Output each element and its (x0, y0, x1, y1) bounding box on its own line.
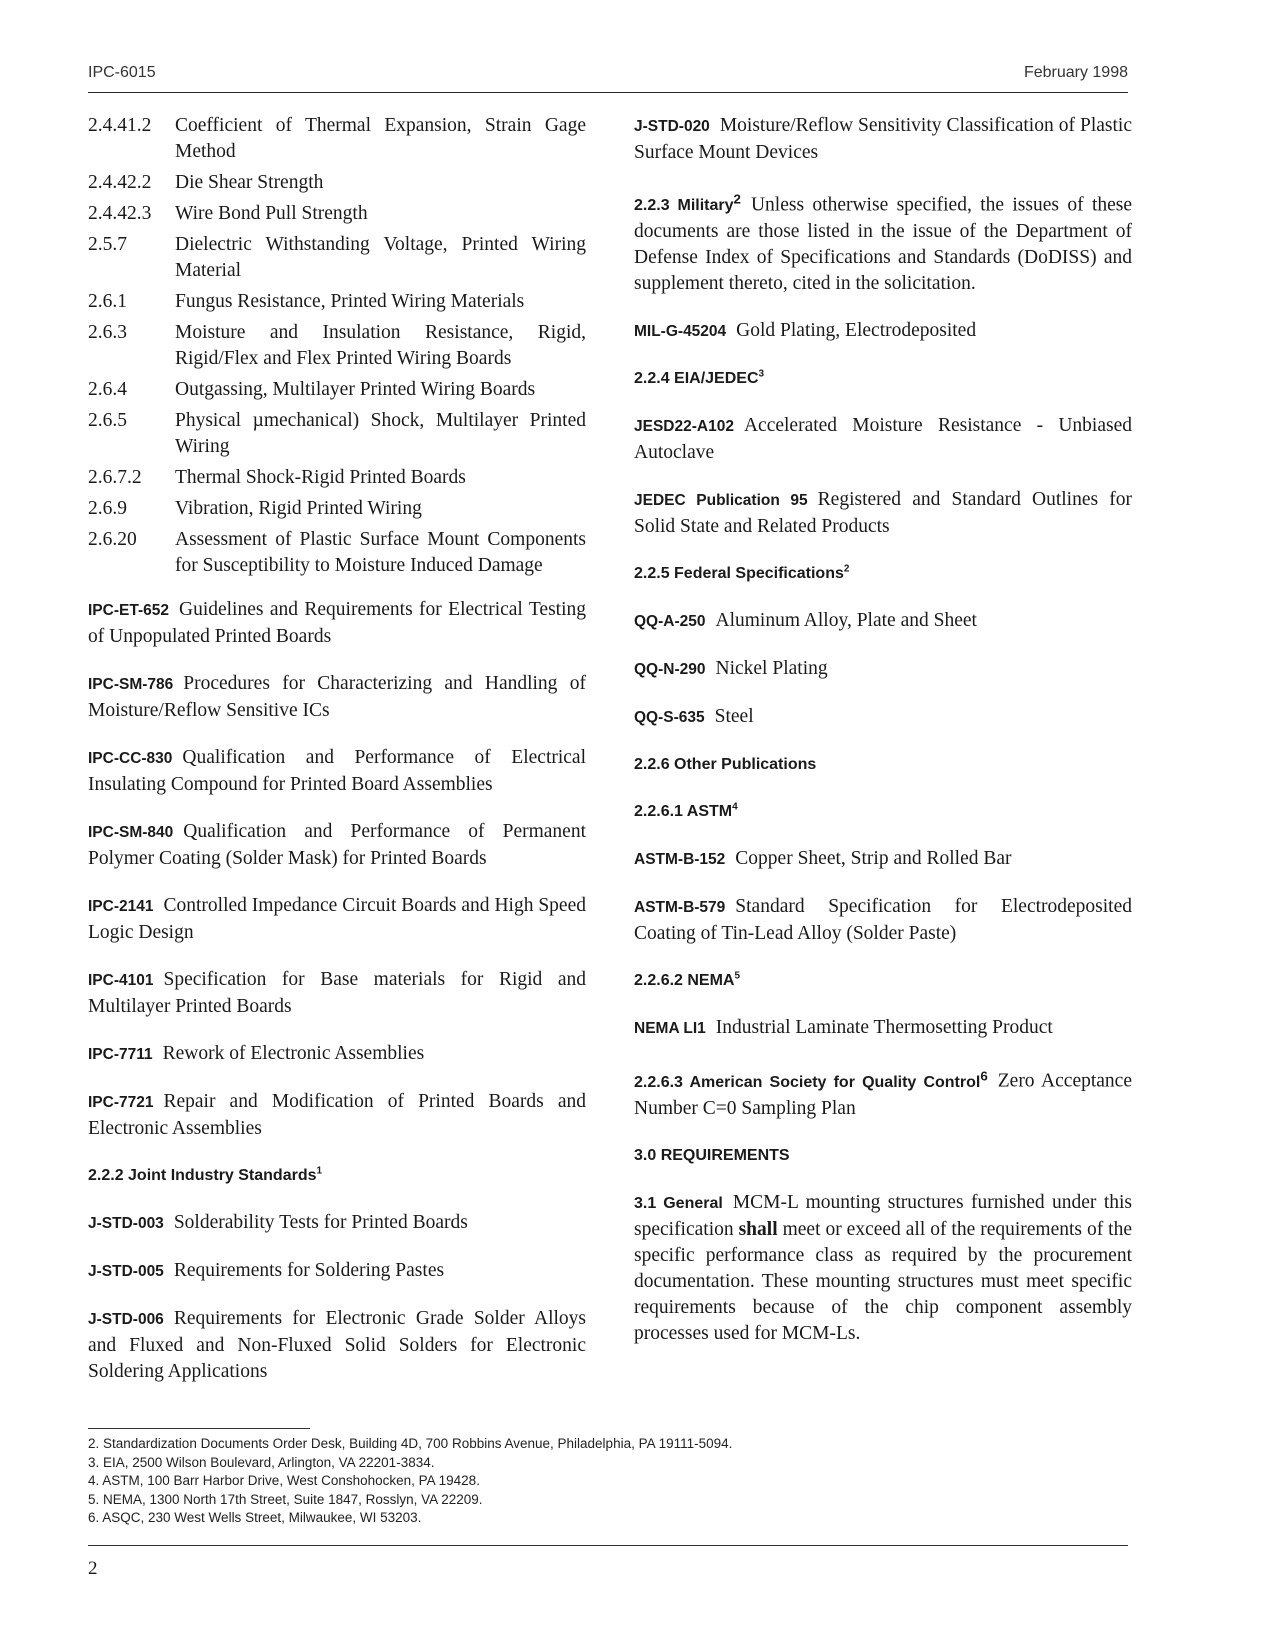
reference-code: ASTM-B-152 (634, 851, 726, 869)
reference-entry (634, 894, 1132, 947)
list-item (88, 496, 586, 522)
test-method-title: Assessment of Plastic Surface Mount Components for Susceptibility to Moisture Induced Damage (175, 529, 586, 576)
reference-title: Nickel Plating (715, 658, 828, 680)
list-item (88, 170, 586, 196)
reference-title: Qualification and Performance of Permanent Polymer Coating (Solder Mask) for Printed Boards (88, 821, 586, 869)
list-item (88, 113, 586, 165)
reference-entry (634, 1015, 1132, 1042)
reference-code: ASTM-B-579 (634, 899, 726, 917)
test-method-number: 2.6.4 (88, 379, 127, 400)
reference-entry (634, 318, 1132, 345)
left-column (88, 113, 586, 1406)
test-method-title: Fungus Resistance, Printed Wiring Materials (175, 291, 525, 312)
list-item (88, 201, 586, 227)
reference-code: IPC-SM-840 (88, 824, 174, 841)
test-method-number: 2.4.41.2 (88, 115, 152, 136)
section-heading-nema: 2.2.6.2 NEMA$^5$ (634, 971, 741, 990)
reference-code: QQ-S-635 (634, 709, 705, 727)
reference-code: NEMA LI1 (634, 1020, 706, 1038)
section-heading-federal: 2.2.5 Federal Specifications$^2$ (634, 564, 850, 583)
test-method-title: Vibration, Rigid Printed Wiring (175, 498, 422, 519)
section-heading-astm: 2.2.6.1 ASTM$^4$ (634, 802, 738, 821)
test-method-title: Thermal Shock-Rigid Printed Boards (175, 467, 466, 488)
reference-title: Procedures for Characterizing and Handling of Moisture/Reflow Sensitive ICs (88, 673, 586, 721)
reference-entry (634, 704, 1132, 731)
test-method-title: Outgassing, Multilayer Printed Wiring Boards (175, 379, 536, 400)
section-body-start: MCM-L mounting structures furnished under this specification (634, 1191, 1132, 1240)
section-heading-other-publications: 2.2.6 Other Publications (634, 756, 817, 774)
document-date: February 1998 (1023, 64, 1128, 81)
reference-code: J-STD-005 (88, 1263, 164, 1280)
reference-title: Solderability Tests for Printed Boards (173, 1212, 468, 1233)
test-method-number: 2.4.42.3 (88, 203, 152, 224)
section-heading-joint-standards: 2.2.2 Joint Industry Standards$^1$ (88, 1165, 323, 1184)
reference-title: Specification for Base materials for Rigid and Multilayer Printed Boards (88, 969, 586, 1017)
reference-title: Copper Sheet, Strip and Rolled Bar (735, 848, 1012, 870)
test-method-title: Dielectric Withstanding Voltage, Printed Wiring Material (175, 234, 586, 281)
reference-entry (88, 1306, 586, 1385)
reference-code: IPC-7721 (88, 1094, 154, 1111)
reference-entry (634, 656, 1132, 683)
reference-code: J-STD-020 (634, 118, 710, 135)
test-method-number: 2.6.7.2 (88, 467, 142, 488)
reference-entry (88, 893, 586, 946)
reference-code: J-STD-003 (88, 1215, 164, 1232)
section-general (634, 1190, 1132, 1347)
reference-code: J-STD-006 (88, 1311, 164, 1328)
list-item (88, 320, 586, 372)
reference-entry (88, 671, 586, 724)
test-method-number: 2.6.20 (88, 529, 137, 550)
reference-entry (88, 1258, 586, 1285)
section-body: Unless otherwise specified, the issues of these documents are those listed in the issue of the Department of Defense Index of Specifications and Standards (DoDISS) and supplement thereto, cited in the solicitation. (634, 194, 1133, 295)
reference-code: IPC-CC-830 (88, 750, 173, 767)
reference-title: Standard Specification for Electrodeposited Coating of Tin-Lead Alloy (Solder Paste) (634, 896, 1132, 945)
shall-keyword: shall (738, 1218, 778, 1240)
reference-title: Requirements for Soldering Pastes (173, 1260, 445, 1281)
test-method-title: Wire Bond Pull Strength (175, 203, 368, 224)
reference-title: Moisture/Reflow Sensitivity Classification of Plastic Surface Mount Devices (634, 115, 1132, 163)
footer-divider (88, 1545, 1128, 1546)
footnote: 2. Standardization Documents Order Desk, Building 4D, 700 Robbins Avenue, Philadelphia, PA 19111-5094. (88, 1436, 733, 1451)
reference-code: IPC-4101 (88, 972, 154, 989)
reference-title: Registered and Standard Outlines for Solid State and Related Products (634, 489, 1132, 538)
section-heading-eia-jedec: 2.2.4 EIA/JEDEC$^3$ (634, 369, 765, 388)
test-method-number: 2.6.1 (88, 291, 127, 312)
reference-title: Gold Plating, Electrodeposited (736, 320, 977, 342)
reference-entry (88, 1210, 586, 1237)
right-column (634, 113, 1132, 1368)
reference-code: IPC-2141 (88, 898, 154, 915)
test-method-title: Moisture and Insulation Resistance, Rigid, Rigid/Flex and Flex Printed Wiring Boards (175, 322, 586, 369)
reference-code: IPC-7711 (88, 1046, 153, 1063)
list-item (88, 465, 586, 491)
section-body: Zero Acceptance Number C=0 Sampling Plan (634, 1070, 1132, 1119)
reference-title: Steel (714, 706, 754, 728)
reference-title: Qualification and Performance of Electrical Insulating Compound for Printed Board Assemblies (88, 747, 586, 795)
reference-title: Rework of Electronic Assemblies (162, 1043, 425, 1064)
reference-entry (634, 846, 1132, 873)
list-item (88, 289, 586, 315)
section-heading-general: 3.1 General (634, 1194, 723, 1212)
reference-entry (88, 819, 586, 872)
reference-code: QQ-A-250 (634, 613, 706, 631)
reference-code: JEDEC Publication 95 (634, 492, 808, 510)
reference-entry (634, 413, 1132, 466)
footnote: 4. ASTM, 100 Barr Harbor Drive, West Conshohocken, PA 19428. (88, 1473, 480, 1488)
reference-code: IPC-SM-786 (88, 676, 174, 693)
reference-title: Accelerated Moisture Resistance - Unbiased Autoclave (634, 415, 1132, 464)
list-item (88, 377, 586, 403)
section-heading-military: 2.2.3 Military$^2$ (634, 192, 741, 215)
document-id: IPC-6015 (88, 64, 156, 81)
reference-title: Industrial Laminate Thermosetting Product (715, 1017, 1053, 1039)
section-heading-asq: 2.2.6.3 American Society for Quality Control$^6$ (634, 1068, 988, 1091)
list-item (88, 408, 586, 460)
test-method-number: 2.6.5 (88, 410, 127, 431)
list-item (88, 527, 586, 579)
section-asq (634, 1063, 1132, 1121)
reference-code: JESD22-A102 (634, 418, 734, 436)
reference-title: Repair and Modification of Printed Boards and Electronic Assemblies (88, 1091, 586, 1139)
footnote: 3. EIA, 2500 Wilson Boulevard, Arlington, VA 22201-3834. (88, 1454, 435, 1470)
reference-code: IPC-ET-652 (88, 602, 169, 619)
section-heading-requirements: 3.0 REQUIREMENTS (634, 1146, 790, 1164)
test-method-title: Physical µmechanical) Shock, Multilayer Printed Wiring (175, 410, 586, 457)
reference-code: MIL-G-45204 (634, 323, 727, 341)
section-body-end: meet or exceed all of the requirements of the specific performance class as required by the procurement documentation. These mounting structures must meet specific requirements because of the chip component assembly processes used for MCM-Ls. (634, 1218, 1132, 1344)
reference-title: Controlled Impedance Circuit Boards and High Speed Logic Design (88, 895, 586, 943)
test-method-number: 2.5.7 (88, 234, 127, 255)
reference-entry (88, 1041, 586, 1068)
footnote-divider (88, 1428, 310, 1429)
footnote: 6. ASQC, 230 West Wells Street, Milwaukee, WI 53203. (88, 1510, 422, 1525)
reference-entry (634, 608, 1132, 635)
test-method-title: Die Shear Strength (175, 172, 324, 193)
reference-entry (634, 113, 1132, 166)
reference-entry (88, 967, 586, 1020)
section-military (634, 187, 1132, 297)
reference-entry (634, 487, 1132, 540)
footnotes (88, 1435, 1128, 1528)
reference-title: Guidelines and Requirements for Electrical Testing of Unpopulated Printed Boards (88, 599, 586, 647)
test-method-number: 2.6.3 (88, 322, 127, 343)
reference-entry (88, 597, 586, 650)
reference-title: Requirements for Electronic Grade Solder Alloys and Fluxed and Non-Fluxed Solid Solders for Electronic Soldering Applications (88, 1308, 586, 1382)
page-header (88, 62, 1128, 93)
list-item (88, 232, 586, 284)
test-method-title: Coefficient of Thermal Expansion, Strain Gage Method (175, 115, 586, 162)
reference-entry (88, 745, 586, 798)
test-method-list (88, 113, 586, 579)
reference-title: Aluminum Alloy, Plate and Sheet (715, 610, 977, 632)
reference-code: QQ-N-290 (634, 661, 706, 679)
page-number: 2 (88, 1558, 98, 1579)
footnote: 5. NEMA, 1300 North 17th Street, Suite 1847, Rosslyn, VA 22209. (88, 1491, 483, 1507)
test-method-number: 2.6.9 (88, 498, 127, 519)
test-method-number: 2.4.42.2 (88, 172, 152, 193)
reference-entry (88, 1089, 586, 1142)
